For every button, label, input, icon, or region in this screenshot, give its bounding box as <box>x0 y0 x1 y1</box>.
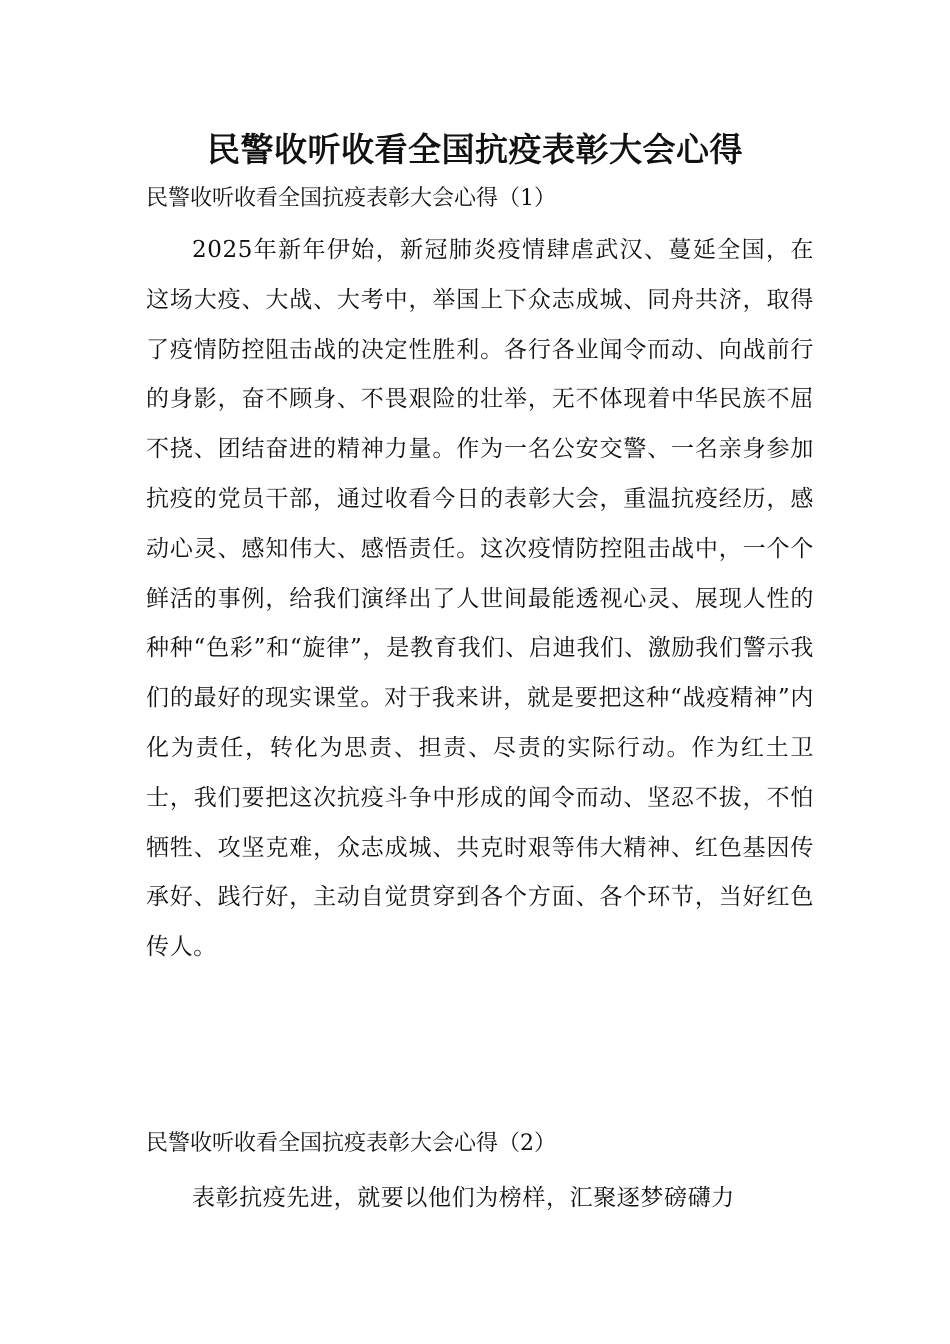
section-heading-1: 民警收听收看全国抗疫表彰大会心得（1） <box>146 186 556 211</box>
section-heading-2: 民警收听收看全国抗疫表彰大会心得（2） <box>146 1131 556 1156</box>
section-paragraph-1: 2025年新年伊始，新冠肺炎疫情肆虐武汉、蔓延全国，在这场大疫、大战、大考中，举国上下众志成城、同舟共济，取得了疫情防控阻击战的决定性胜利。各行各业闻令而动、向战前行的身影，奋不顾身、不畏艰险的壮举，无不体现着中华民族不屈不挠、团结奋进的精神力量。作为一名公安交警、一名亲身参加抗疫的党员干部，通过收看今日的表彰大会，重温抗疫经历，感动心灵、感知伟大、感悟责任。这次疫情防控阻击战中，一个个鲜活的事例，给我们演绎出了人世间最能透视心灵、展现人性的种种“色彩”和“旋律”，是教育我们、启迪我们、激励我们警示我们的最好的现实课堂。对于我来讲，就是要把这种“战疫精神”内化为责任，转化为思责、担责、尽责的实际行动。作为红土卫士，我们要把这次抗疫斗争中形成的闻令而动、坚忍不拔，不怕牺牲、攻坚克难，众志成城、共克时艰等伟大精神、红色基因传承好、践行好，主动自觉贯穿到各个方面、各个环节，当好红色传人。 <box>146 237 814 961</box>
section-paragraph-2: 表彰抗疫先进，就要以他们为榜样，汇聚逐梦磅礴力 <box>192 1185 735 1211</box>
document-title: 民警收听收看全国抗疫表彰大会心得 <box>207 130 743 169</box>
